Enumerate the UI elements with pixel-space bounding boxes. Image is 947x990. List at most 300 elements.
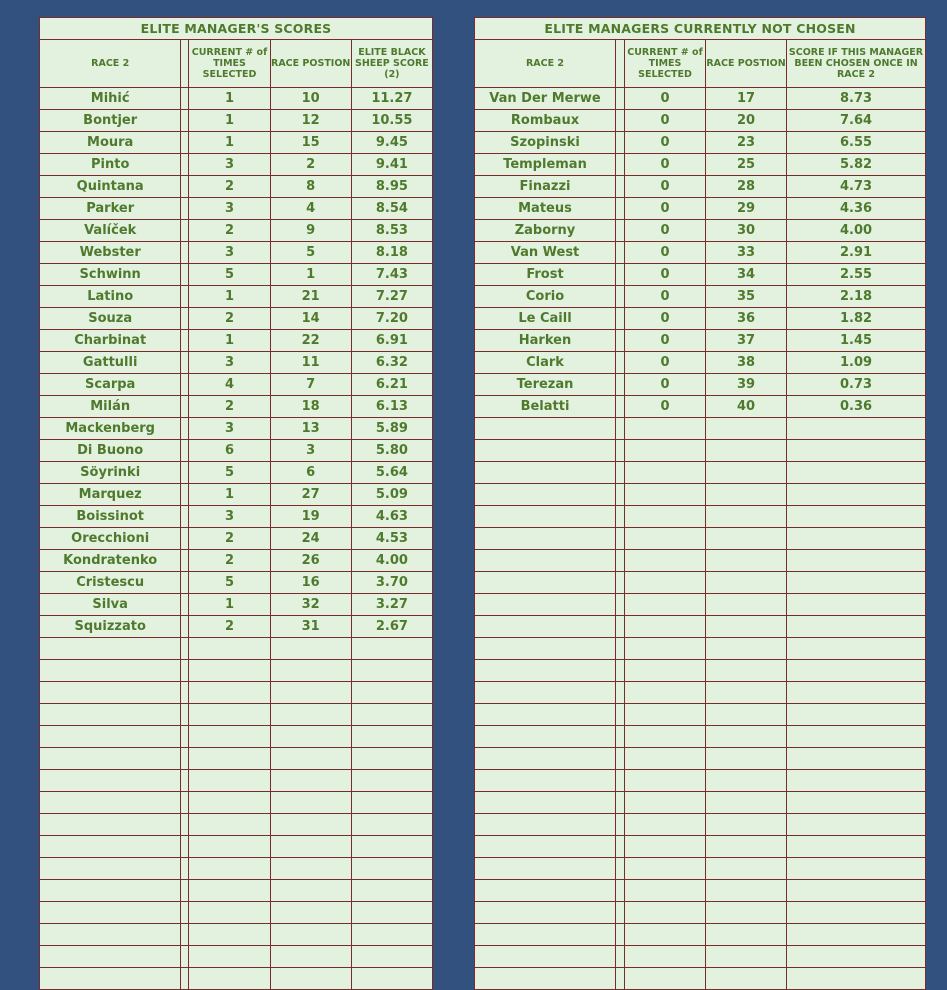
times-selected-cell: 2 [189, 550, 270, 572]
score-cell [351, 770, 432, 792]
manager-name-cell [475, 770, 616, 792]
gap-cell [616, 154, 625, 176]
score-cell [351, 946, 432, 968]
times-selected-cell: 1 [189, 88, 270, 110]
manager-name-cell: Marquez [40, 484, 181, 506]
race-position-cell: 36 [706, 308, 787, 330]
manager-name-cell [475, 726, 616, 748]
race-position-cell [706, 858, 787, 880]
race-position-cell [270, 792, 351, 814]
table-row [40, 462, 433, 484]
manager-name-cell: Van Der Merwe [475, 88, 616, 110]
times-selected-cell: 3 [189, 418, 270, 440]
manager-name-cell [475, 880, 616, 902]
times-selected-cell: 0 [625, 198, 706, 220]
gap-cell [181, 726, 189, 748]
score-cell: 2.55 [787, 264, 926, 286]
race-position-cell: 24 [270, 528, 351, 550]
race-position-cell [706, 418, 787, 440]
race-position-cell [706, 704, 787, 726]
times-selected-cell [189, 748, 270, 770]
table-row [475, 814, 926, 836]
manager-name-cell [40, 880, 181, 902]
table-row [475, 374, 926, 396]
manager-name-cell [475, 968, 616, 990]
score-cell: 10.55 [351, 110, 432, 132]
score-cell: 5.64 [351, 462, 432, 484]
score-cell: 5.82 [787, 154, 926, 176]
right-header-score-if-chosen: SCORE IF THIS MANAGER BEEN CHOSEN ONCE IN RACE 2 [787, 40, 926, 88]
manager-name-cell: Szopinski [475, 132, 616, 154]
score-cell [787, 726, 926, 748]
race-position-cell [706, 726, 787, 748]
manager-name-cell: Belatti [475, 396, 616, 418]
gap-cell [181, 770, 189, 792]
table-row [475, 968, 926, 990]
gap-cell [181, 836, 189, 858]
gap-cell [616, 330, 625, 352]
score-cell [787, 484, 926, 506]
race-position-cell: 37 [706, 330, 787, 352]
manager-name-cell: Souza [40, 308, 181, 330]
right-table-title: ELITE MANAGERS CURRENTLY NOT CHOSEN [475, 18, 926, 40]
managers-not-chosen-table [474, 17, 926, 990]
table-row [475, 220, 926, 242]
score-cell [351, 638, 432, 660]
times-selected-cell [625, 484, 706, 506]
times-selected-cell: 3 [189, 242, 270, 264]
table-row [475, 616, 926, 638]
table-row [40, 704, 433, 726]
race-position-cell [270, 638, 351, 660]
manager-name-cell: Van West [475, 242, 616, 264]
times-selected-cell: 4 [189, 374, 270, 396]
times-selected-cell: 0 [625, 286, 706, 308]
table-row [40, 946, 433, 968]
manager-name-cell: Cristescu [40, 572, 181, 594]
table-row [475, 924, 926, 946]
score-cell [351, 704, 432, 726]
race-position-cell [706, 946, 787, 968]
race-position-cell: 19 [270, 506, 351, 528]
table-row [40, 176, 433, 198]
score-cell: 7.64 [787, 110, 926, 132]
table-row [40, 726, 433, 748]
race-position-cell [270, 748, 351, 770]
manager-name-cell: Milán [40, 396, 181, 418]
score-cell [787, 550, 926, 572]
score-cell [351, 902, 432, 924]
table-row [475, 462, 926, 484]
times-selected-cell [625, 902, 706, 924]
times-selected-cell: 1 [189, 110, 270, 132]
score-cell: 0.73 [787, 374, 926, 396]
right-header-gap [616, 40, 625, 88]
times-selected-cell: 3 [189, 506, 270, 528]
times-selected-cell [189, 726, 270, 748]
manager-name-cell: Latino [40, 286, 181, 308]
table-row [40, 484, 433, 506]
table-row [40, 352, 433, 374]
table-row [40, 572, 433, 594]
race-position-cell [270, 858, 351, 880]
gap-cell [181, 110, 189, 132]
race-position-cell: 27 [270, 484, 351, 506]
score-cell: 8.73 [787, 88, 926, 110]
score-cell: 1.82 [787, 308, 926, 330]
score-cell [787, 462, 926, 484]
manager-name-cell: Rombaux [475, 110, 616, 132]
gap-cell [616, 132, 625, 154]
race-position-cell: 33 [706, 242, 787, 264]
manager-name-cell [475, 638, 616, 660]
table-row [40, 418, 433, 440]
times-selected-cell: 1 [189, 594, 270, 616]
table-row [40, 330, 433, 352]
times-selected-cell: 0 [625, 352, 706, 374]
right-table-body [475, 88, 926, 990]
score-cell: 8.95 [351, 176, 432, 198]
gap-cell [616, 814, 625, 836]
gap-cell [616, 902, 625, 924]
table-row [475, 132, 926, 154]
table-row [40, 836, 433, 858]
table-row [475, 440, 926, 462]
score-cell: 6.32 [351, 352, 432, 374]
score-cell [351, 748, 432, 770]
table-row [40, 748, 433, 770]
race-position-cell [270, 880, 351, 902]
manager-name-cell [475, 418, 616, 440]
times-selected-cell: 2 [189, 396, 270, 418]
score-cell: 6.21 [351, 374, 432, 396]
score-cell [787, 924, 926, 946]
table-row [475, 748, 926, 770]
manager-name-cell: Kondratenko [40, 550, 181, 572]
table-row [40, 792, 433, 814]
manager-name-cell [40, 968, 181, 990]
table-row [40, 638, 433, 660]
score-cell: 4.36 [787, 198, 926, 220]
manager-name-cell: Bontjer [40, 110, 181, 132]
gap-cell [616, 594, 625, 616]
race-position-cell: 4 [270, 198, 351, 220]
left-header-race: RACE 2 [40, 40, 181, 88]
score-cell [787, 528, 926, 550]
score-cell [351, 880, 432, 902]
score-cell: 5.89 [351, 418, 432, 440]
race-position-cell: 40 [706, 396, 787, 418]
manager-name-cell [475, 946, 616, 968]
gap-cell [181, 748, 189, 770]
race-position-cell [270, 726, 351, 748]
manager-name-cell: Mihić [40, 88, 181, 110]
table-row [40, 154, 433, 176]
times-selected-cell [189, 792, 270, 814]
manager-name-cell [475, 660, 616, 682]
table-row [475, 154, 926, 176]
elite-manager-scores-table [39, 17, 433, 990]
table-row [475, 198, 926, 220]
times-selected-cell [189, 968, 270, 990]
times-selected-cell [625, 814, 706, 836]
gap-cell [181, 638, 189, 660]
gap-cell [181, 902, 189, 924]
score-cell [351, 792, 432, 814]
gap-cell [616, 880, 625, 902]
race-position-cell: 38 [706, 352, 787, 374]
table-row [475, 902, 926, 924]
gap-cell [616, 682, 625, 704]
gap-cell [181, 154, 189, 176]
table-row [40, 396, 433, 418]
score-cell: 7.27 [351, 286, 432, 308]
table-row [40, 770, 433, 792]
times-selected-cell [625, 682, 706, 704]
race-position-cell [706, 660, 787, 682]
times-selected-cell: 0 [625, 220, 706, 242]
race-position-cell: 5 [270, 242, 351, 264]
race-position-cell [706, 836, 787, 858]
gap-cell [616, 924, 625, 946]
score-cell [787, 858, 926, 880]
times-selected-cell [625, 660, 706, 682]
left-table-title: ELITE MANAGER'S SCORES [40, 18, 433, 40]
manager-name-cell: Pinto [40, 154, 181, 176]
race-position-cell: 32 [270, 594, 351, 616]
times-selected-cell [189, 704, 270, 726]
gap-cell [181, 484, 189, 506]
manager-name-cell: Moura [40, 132, 181, 154]
manager-name-cell [475, 704, 616, 726]
times-selected-cell: 1 [189, 484, 270, 506]
table-row [475, 880, 926, 902]
table-row [475, 264, 926, 286]
manager-name-cell: Terezan [475, 374, 616, 396]
race-position-cell: 18 [270, 396, 351, 418]
table-row [40, 616, 433, 638]
right-header-race: RACE 2 [475, 40, 616, 88]
manager-name-cell [40, 638, 181, 660]
race-position-cell [706, 528, 787, 550]
gap-cell [181, 682, 189, 704]
gap-cell [181, 946, 189, 968]
table-row [475, 396, 926, 418]
gap-cell [181, 616, 189, 638]
gap-cell [616, 704, 625, 726]
gap-cell [616, 858, 625, 880]
table-row [475, 286, 926, 308]
manager-name-cell: Charbinat [40, 330, 181, 352]
race-position-cell [706, 748, 787, 770]
race-position-cell: 17 [706, 88, 787, 110]
table-row [40, 440, 433, 462]
manager-name-cell: Mateus [475, 198, 616, 220]
manager-name-cell [40, 748, 181, 770]
race-position-cell [706, 462, 787, 484]
manager-name-cell: Parker [40, 198, 181, 220]
table-row [475, 110, 926, 132]
score-cell [787, 792, 926, 814]
race-position-cell: 20 [706, 110, 787, 132]
score-cell: 0.36 [787, 396, 926, 418]
times-selected-cell: 1 [189, 132, 270, 154]
score-cell: 3.27 [351, 594, 432, 616]
gap-cell [616, 968, 625, 990]
gap-cell [181, 396, 189, 418]
gap-cell [616, 308, 625, 330]
times-selected-cell [625, 550, 706, 572]
score-cell: 2.91 [787, 242, 926, 264]
manager-name-cell [40, 704, 181, 726]
times-selected-cell [189, 924, 270, 946]
manager-name-cell [475, 814, 616, 836]
race-position-cell: 8 [270, 176, 351, 198]
times-selected-cell [189, 660, 270, 682]
gap-cell [181, 660, 189, 682]
gap-cell [616, 286, 625, 308]
race-position-cell [706, 440, 787, 462]
score-cell: 6.13 [351, 396, 432, 418]
times-selected-cell [625, 924, 706, 946]
manager-name-cell [40, 770, 181, 792]
race-position-cell: 16 [270, 572, 351, 594]
gap-cell [181, 528, 189, 550]
manager-name-cell: Squizzato [40, 616, 181, 638]
table-row [40, 286, 433, 308]
score-cell [787, 682, 926, 704]
score-cell [787, 506, 926, 528]
times-selected-cell [625, 704, 706, 726]
score-cell [351, 968, 432, 990]
manager-name-cell [40, 660, 181, 682]
times-selected-cell [625, 858, 706, 880]
gap-cell [616, 462, 625, 484]
gap-cell [181, 220, 189, 242]
gap-cell [181, 880, 189, 902]
manager-name-cell: Boissinot [40, 506, 181, 528]
gap-cell [616, 572, 625, 594]
times-selected-cell [189, 770, 270, 792]
gap-cell [616, 352, 625, 374]
times-selected-cell [625, 462, 706, 484]
gap-cell [616, 836, 625, 858]
times-selected-cell [189, 858, 270, 880]
times-selected-cell [189, 638, 270, 660]
times-selected-cell: 0 [625, 132, 706, 154]
gap-cell [181, 242, 189, 264]
manager-name-cell [475, 792, 616, 814]
score-cell [351, 814, 432, 836]
race-position-cell [270, 946, 351, 968]
manager-name-cell [40, 726, 181, 748]
score-cell: 5.80 [351, 440, 432, 462]
manager-name-cell: Finazzi [475, 176, 616, 198]
score-cell [787, 968, 926, 990]
manager-name-cell: Mackenberg [40, 418, 181, 440]
gap-cell [181, 330, 189, 352]
table-row [40, 660, 433, 682]
gap-cell [181, 374, 189, 396]
manager-name-cell [40, 792, 181, 814]
race-position-cell [270, 968, 351, 990]
table-row [475, 352, 926, 374]
race-position-cell [706, 506, 787, 528]
table-row [40, 550, 433, 572]
score-cell [787, 616, 926, 638]
race-position-cell: 15 [270, 132, 351, 154]
gap-cell [616, 396, 625, 418]
times-selected-cell: 0 [625, 330, 706, 352]
manager-name-cell: Frost [475, 264, 616, 286]
right-header-times-selected: CURRENT # of TIMES SELECTED [625, 40, 706, 88]
race-position-cell [706, 968, 787, 990]
manager-name-cell: Gattulli [40, 352, 181, 374]
gap-cell [616, 110, 625, 132]
gap-cell [616, 484, 625, 506]
race-position-cell: 23 [706, 132, 787, 154]
table-row [475, 660, 926, 682]
table-row [475, 792, 926, 814]
gap-cell [616, 176, 625, 198]
times-selected-cell [189, 836, 270, 858]
times-selected-cell: 2 [189, 220, 270, 242]
manager-name-cell: Zaborny [475, 220, 616, 242]
gap-cell [181, 792, 189, 814]
race-position-cell [706, 792, 787, 814]
times-selected-cell: 0 [625, 242, 706, 264]
table-row [40, 308, 433, 330]
gap-cell [616, 440, 625, 462]
table-row [40, 682, 433, 704]
race-position-cell [706, 770, 787, 792]
race-position-cell: 14 [270, 308, 351, 330]
table-row [40, 814, 433, 836]
race-position-cell [270, 660, 351, 682]
race-position-cell: 12 [270, 110, 351, 132]
score-cell: 2.18 [787, 286, 926, 308]
score-cell [787, 748, 926, 770]
score-cell: 8.54 [351, 198, 432, 220]
score-cell [351, 924, 432, 946]
score-cell: 8.18 [351, 242, 432, 264]
score-cell: 8.53 [351, 220, 432, 242]
table-row [475, 528, 926, 550]
race-position-cell: 11 [270, 352, 351, 374]
table-row [475, 418, 926, 440]
table-row [40, 132, 433, 154]
gap-cell [181, 132, 189, 154]
table-row [475, 572, 926, 594]
race-position-cell: 30 [706, 220, 787, 242]
times-selected-cell [625, 418, 706, 440]
times-selected-cell: 5 [189, 264, 270, 286]
race-position-cell [706, 550, 787, 572]
race-position-cell [706, 880, 787, 902]
race-position-cell [270, 814, 351, 836]
manager-name-cell: Webster [40, 242, 181, 264]
manager-name-cell [40, 902, 181, 924]
manager-name-cell: Orecchioni [40, 528, 181, 550]
times-selected-cell [625, 440, 706, 462]
manager-name-cell [40, 858, 181, 880]
gap-cell [181, 858, 189, 880]
table-row [40, 198, 433, 220]
race-position-cell: 35 [706, 286, 787, 308]
race-position-cell: 25 [706, 154, 787, 176]
table-row [475, 726, 926, 748]
gap-cell [616, 638, 625, 660]
